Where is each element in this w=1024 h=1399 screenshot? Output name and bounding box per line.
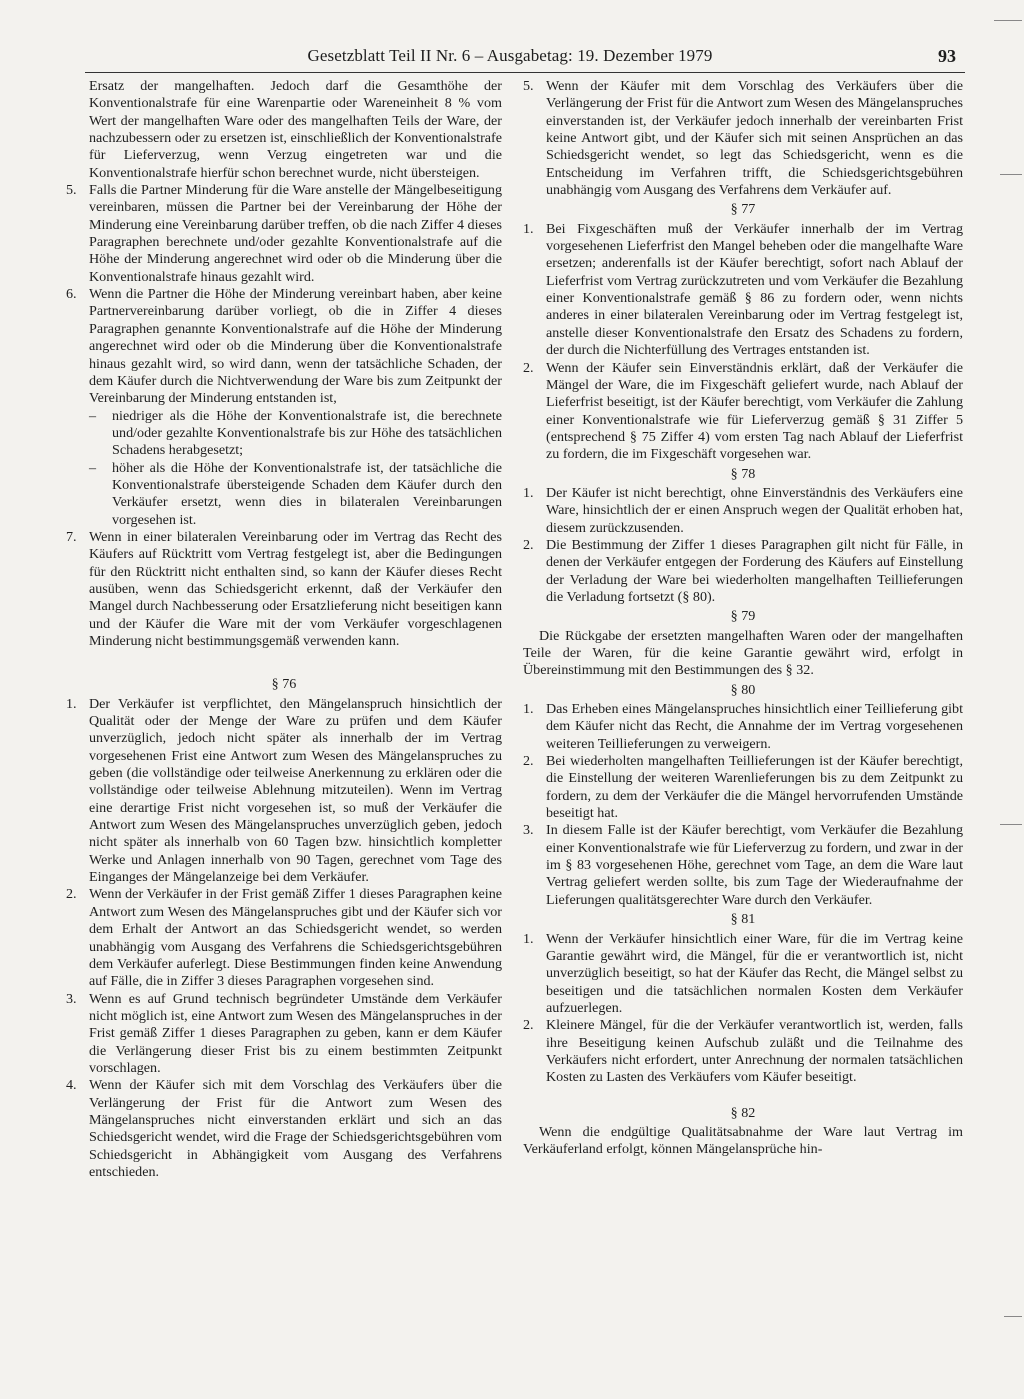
margin-mark [1004, 1316, 1022, 1317]
clause-number: 4. [66, 1077, 77, 1094]
clause-77-1 [523, 221, 963, 360]
clause-text: Bei Fixgeschäften muß der Verkäufer innerhalb der im Vertrag vorgesehenen Lieferfrist den Mangel beheben oder die mangelhafte Ware ersetzen; anderenfalls ist der Käufer berechtigt, sofort nach Ablauf der Lieferfrist vom Vertrag zurückzutreten und vom Verkäufer die Bezahlung einer Konventionalstrafe gemäß § 86 zu fordern oder, wenn nichts anderes in einer bilateralen Vereinbarung oder im Vertrag festgelegt ist, anstelle dieser Konventionalstrafe den Ersatz des Schadens zu fordern, der durch die Nichterfüllung des Vertrages entstanden ist. [546, 220, 963, 359]
clause-80-2 [523, 753, 963, 822]
clause-number: 3. [66, 990, 77, 1007]
clause-75-5 [66, 182, 502, 286]
dash-item [66, 460, 502, 529]
clause-76-3 [66, 991, 502, 1078]
clause-77-2 [523, 360, 963, 464]
clause-number: 1. [523, 701, 534, 718]
clause-number: 1. [523, 930, 534, 947]
dash-marker: – [89, 407, 97, 424]
clause-text: Wenn der Verkäufer in der Frist gemäß Ziffer 1 dieses Paragraphen keine Antwort zum Wesen des Mängelanspruches gibt und der Käufer sich vor dem Erhalt der Antwort an das Schiedsgericht wendet, so werden unabhängig vom Ausgang des Verfahrens die Schiedsgerichtsgebühren dem Verkäufer auferlegt. Diese Bestimmungen finden keine Anwendung auf Fälle, die in Ziffer 3 dieses Paragraphen vorgesehen sind. [89, 886, 502, 990]
section-heading-81: § 81 [730, 911, 756, 928]
continued-text: Ersatz der mangelhaften. Jedoch darf die Gesamthöhe der Konventionalstrafe für eine Warenpartie oder Wareneinheit 8 % vom Wert der mangelhaften Ware oder des mangelhaften Teils der Ware, der nachzubessern oder zu ersetzen ist, einschließlich der Konventionalstrafe für Lieferverzug, wenn Verzug eingetreten war und die Konventionalstrafe hierfür schon berechnet wurde, nicht übersteigen. [89, 78, 502, 181]
dash-text: niedriger als die Höhe der Konventionalstrafe ist, die berechnete und/oder gezahlte Konventionalstrafe bis zur Höhe des tatsächlichen Schadens herabgesetzt; [112, 407, 502, 459]
clause-80-1 [523, 701, 963, 753]
clause-75-6 [66, 286, 502, 407]
clause-text: Bei wiederholten mangelhaften Teillieferungen ist der Käufer berechtigt, die Einstellung der weiteren Warenlieferungen bis zu dem Zeitpunkt zu fordern, zu dem der Verkäufer die die Mängel hervorrufenden Umstände beseitigt hat. [546, 753, 963, 822]
section-heading-79: § 79 [730, 608, 756, 625]
clause-text: In diesem Falle ist der Käufer berechtigt, vom Verkäufer die Bezahlung einer Konventionalstrafe wie für Lieferverzug zu fordern, und zwar in der im § 83 vorgesehenen Höhe, gerechnet vom Tage, an dem die Ware laut Vertrag geliefert werden sollte, bis zum Tage der Wiederaufnahme der Lieferungen qualitätsgerechter Ware durch den Verkäufer. [546, 822, 963, 908]
clause-text: Wenn der Käufer sein Einverständnis erklärt, daß der Verkäufer die Mängel der Ware, die im Fixgeschäft geliefert wurde, nach Ablauf der Lieferfrist beseitigt, ist der Käufer berechtigt, vom Verkäufer die Zahlung einer Konventionalstrafe wie für Lieferverzug gemäß § 31 Ziffer 5 (entsprechend § 75 Ziffer 4) vom ersten Tag nach Ablauf der Lieferfrist zu fordern, die im Fixgeschäft vorgesehen war. [546, 359, 963, 463]
section-82-text: Wenn die endgültige Qualitätsabnahme der Ware laut Vertrag im Verkäuferland erfolgt, können Mängelansprüche hin- [523, 1123, 963, 1158]
left-column [66, 78, 502, 1181]
clause-text: Wenn die Partner die Höhe der Minderung vereinbart haben, aber keine Partnervereinbarung darüber vorliegt, ob die in Ziffer 4 dieses Paragraphen genannte Konventionalstrafe auf die Höhe der Minderung angerechnet wird oder ob die Minderung über die Konventionalstrafe hinaus gezahlt wird, so wird dann, wenn der tatsächliche Schaden, der dem Käufer durch die Nichtverwendung der Ware bis zum Zeitpunkt der Vereinbarung der Minderung entstanden ist, [89, 286, 502, 407]
page-number: 93 [938, 46, 956, 66]
clause-number: 2. [66, 886, 77, 903]
section-heading-80: § 80 [730, 681, 756, 698]
clause-number: 6. [66, 286, 77, 303]
dash-text: höher als die Höhe der Konventionalstrafe ist, der tatsächliche die Konventionalstrafe übersteigende Schaden dem Käufer durch den Verkäufer ersetzt, wenn dies in bilateralen Vereinbarungen vorgesehen ist. [112, 459, 502, 528]
clause-number: 7. [66, 528, 77, 545]
dash-marker: – [89, 459, 97, 476]
clause-text: Das Erheben eines Mängelanspruches hinsichtlich einer Teillieferung gibt dem Käufer nicht das Recht, die Annahme der im Vertrag vorgesehenen weiteren Teillieferungen zu verweigern. [546, 701, 963, 752]
clause-81-2 [523, 1017, 963, 1086]
clause-text: Wenn in einer bilateralen Vereinbarung oder im Vertrag das Recht des Käufers auf Rücktritt vom Vertrag festgelegt ist, aber die Bedingungen für den Rücktritt nicht enthalten sind, so kann der Käufer dieses Recht ausüben, wenn das Schiedsgericht erkennt, daß der Verkäufer den Mangel durch Nachbesserung oder Ersatzlieferung nicht beseitigen kann und der Käufer die Ware mit der vom Verkäufer vorgeschlagenen Minderung nicht bestimmungsgemäß verwenden kann. [89, 528, 502, 649]
clause-number: 5. [66, 182, 77, 199]
clause-number: 2. [523, 753, 534, 770]
clause-text: Die Bestimmung der Ziffer 1 dieses Paragraphen gilt nicht für Fälle, in denen der Verkäufer entgegen der Forderung des Käufers auf Einstellung der Verladung der Ware bei wiederholten mangelhaften Teillieferungen die Verladung fortsetzt (§ 80). [546, 536, 963, 605]
clause-78-2 [523, 537, 963, 606]
margin-mark [1000, 174, 1022, 175]
clause-text: Wenn es auf Grund technisch begründeter Umstände dem Verkäufer nicht möglich ist, eine Antwort zum Wesen des Mängelanspruches in der Frist gemäß Ziffer 1 dieses Paragraphen zu geben, kann er dem Käufer die Verlängerung dieser Frist bis zu einem bestimmten Zeitpunkt vorschlagen. [89, 990, 502, 1076]
clause-text: Wenn der Käufer mit dem Vorschlag des Verkäufers über die Verlängerung der Frist für die Antwort zum Wesen des Mängelanspruches einverstanden ist, der Verkäufer jedoch innerhalb der vereinbarten Frist keine Antwort gibt, und der Käufer sich mit seinen Ansprüchen an das Schiedsgericht wendet, so legt das Schiedsgericht, wenn es die Entscheidung im Verfahren trifft, die Schiedsgerichtsgebühren unabhängig vom Ausgang des Verfahrens dem Verkäufer auf. [546, 78, 964, 199]
section-heading-77: § 77 [730, 201, 756, 218]
clause-text: Der Verkäufer ist verpflichtet, den Mängelanspruch hinsichtlich der Qualität oder der Menge der Ware zu prüfen und dem Käufer unverzüglich, jedoch nicht später als innerhalb der im Vertrag vorgesehenen Frist eine Antwort zum Wesen des Mängelanspruches zu geben (die vollständige oder teilweise Anerkennung zu erklären oder die vollständige oder teilweise Ablehnung mitzuteilen). Wenn im Vertrag eine derartige Frist nicht vorgesehen ist, so muß der Verkäufer die Antwort zum Wesen des Mängelanspruches unverzüglich geben, jedoch nicht später als innerhalb von 60 Tagen bzw. hinsichtlich kompletter Werke und Anlagen innerhalb von 90 Tagen, gerechnet vom Tage des Einganges der Mängelanzeige bei dem Verkäufer. [89, 695, 502, 886]
clause-76-4 [66, 1077, 502, 1181]
clause-75-7 [66, 529, 502, 650]
clause-number: 2. [523, 536, 534, 553]
right-column [523, 78, 963, 1159]
margin-mark [994, 20, 1022, 21]
clause-number: 1. [523, 484, 534, 501]
clause-76-5 [523, 78, 963, 199]
clause-76-2 [66, 886, 502, 990]
clause-81-1 [523, 931, 963, 1018]
clause-text: Kleinere Mängel, für die der Verkäufer verantwortlich ist, werden, falls ihre Beseitigung keinen Aufschub zuläßt und die Teilnahme des Verkäufers nicht erfordert, unter Anrechnung der normalen tatsächlichen Kosten zu Lasten des Verkäufers vom Käufer beseitigt. [546, 1017, 963, 1086]
clause-number: 1. [66, 695, 77, 712]
clause-text: Wenn der Käufer sich mit dem Vorschlag des Verkäufers über die Verlängerung der Frist für die Antwort zum Wesen des Mängelanspruches nicht einverstanden erklärt und sich an das Schiedsgericht wendet, wird die Frage der Schiedsgerichtsgebühren vom Schiedsgericht in Abhängigkeit vom Ausgang des Verfahrens entschieden. [89, 1077, 502, 1180]
section-heading-78: § 78 [730, 465, 756, 482]
clause-number: 5. [523, 78, 534, 94]
clause-number: 2. [523, 1017, 534, 1034]
clause-80-3 [523, 822, 963, 909]
header-title: Gesetzblatt Teil II Nr. 6 – Ausgabetag: 19. Dezember 1979 [307, 46, 713, 65]
clause-text: Der Käufer ist nicht berechtigt, ohne Einverständnis des Verkäufers eine Ware, hinsichtlich der er einen Anspruch wegen der Qualität erhoben hat, diesem zurückzusenden. [546, 484, 963, 536]
clause-78-1 [523, 485, 963, 537]
clause-number: 1. [523, 220, 534, 237]
clause-76-1 [66, 696, 502, 887]
clause-number: 3. [523, 822, 534, 839]
section-heading-82: § 82 [730, 1104, 756, 1121]
header-rule [85, 72, 965, 73]
margin-mark [1000, 824, 1022, 825]
section-79-text: Die Rückgabe der ersetzten mangelhaften Waren oder der mangelhaften Teile der Waren, für die keine Garantie gewährt wird, erfolgt in Übereinstimmung mit den Bestimmungen des § 32. [523, 627, 963, 679]
dash-item [66, 408, 502, 460]
clause-number: 2. [523, 359, 534, 376]
section-heading-76: § 76 [271, 676, 297, 693]
clause-text: Wenn der Verkäufer hinsichtlich einer Ware, für die im Vertrag keine Garantie gewährt wird, die Mängel, für die er verantwortlich ist, nicht unverzüglich beseitigt, so hat der Käufer das Recht, die Mängel selbst zu beseitigen und die tatsächlichen normalen Kosten dem Verkäufer aufzuerlegen. [546, 930, 963, 1016]
clause-text: Falls die Partner Minderung für die Ware anstelle der Mängelbeseitigung vereinbaren, müssen die Partner bei der Vereinbarung der Höhe der Minderung eine Vereinbarung darüber treffen, ob die nach Ziffer 4 dieses Paragraphen berechnete und/oder gezahlte Konventionalstrafe auf die Höhe der Minderung angerechnet wird oder ob die Minderung über die Konventionalstrafe hinaus gezahlt wird. [89, 182, 502, 285]
